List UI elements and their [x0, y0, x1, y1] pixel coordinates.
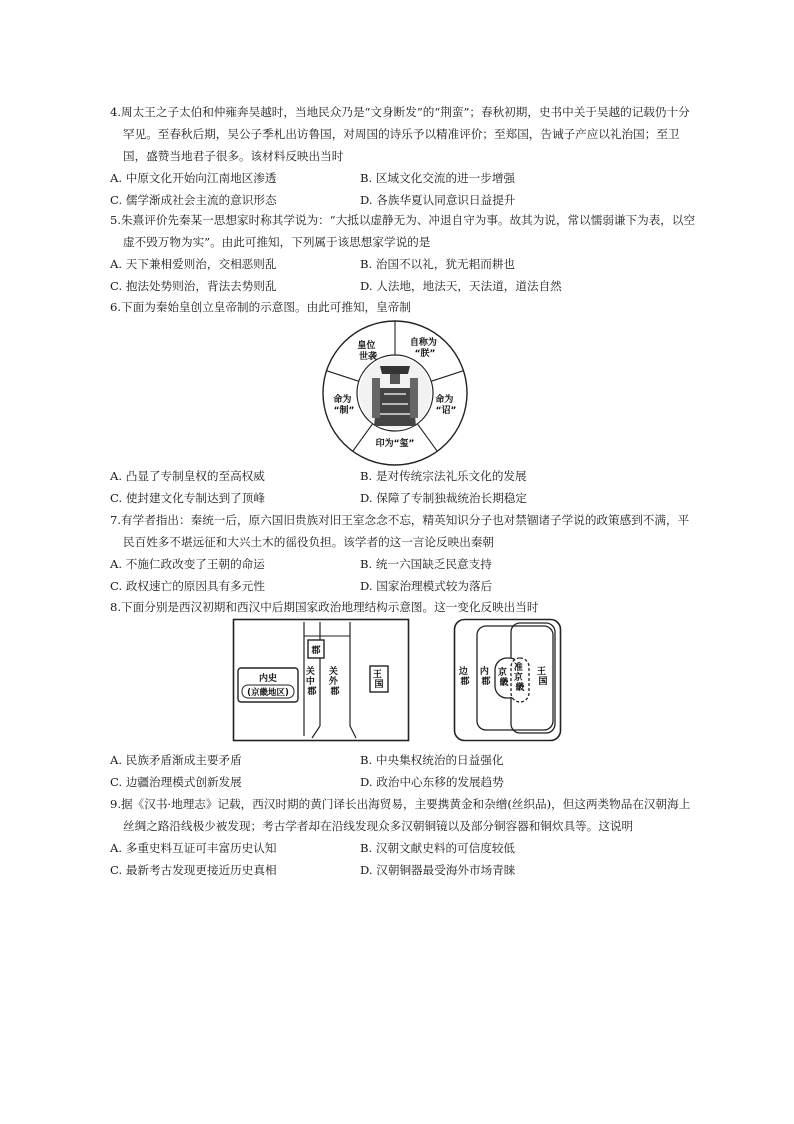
- segment-zhao: [434, 393, 456, 416]
- vertical-char: 关: [328, 667, 338, 677]
- question-stem: 6.下面为秦始皇创立皇帝制的示意图。由此可推知，皇帝制: [110, 300, 411, 314]
- vertical-char: 郡: [460, 677, 470, 687]
- option-list: [110, 749, 700, 793]
- option-d[interactable]: D. 汉朝铜器最受海外市场青睐: [360, 863, 516, 877]
- guanzhong-label: [306, 665, 318, 697]
- segment-zhi: [332, 393, 354, 416]
- option-a[interactable]: A. 民族矛盾渐成主要矛盾: [110, 753, 242, 767]
- vertical-char: 内: [479, 667, 489, 677]
- neijun-label: [480, 665, 492, 687]
- vertical-char: 京: [513, 673, 523, 683]
- option-c[interactable]: C. 边疆治理模式创新发展: [110, 775, 242, 789]
- vertical-char: 王: [536, 667, 546, 677]
- option-a[interactable]: A. 中原文化开始向江南地区渗透: [110, 171, 277, 185]
- option-d[interactable]: D. 人法地，地法天，天法道，道法自然: [360, 279, 562, 293]
- option-list: [110, 465, 700, 509]
- option-c[interactable]: C. 政权速亡的原因具有多元性: [110, 579, 265, 593]
- question-stem: 4.周太王之子太伯和仲雍奔吴越时，当地民众乃是“文身断发”的“荆蛮”；春秋初期，史书中关于吴越的记载仍十分罕见。至春秋后期，吴公子季札出访鲁国，对周国的诗乐予以精准评价；至郑国，告诫子产应以礼治国；至卫国，盛赞当地君子很多。该材料反映出当时: [110, 105, 690, 163]
- question-stem: 9.据《汉书·地理志》记载，西汉时期的黄门译长出海贸易，主要携黄金和杂缯(丝织品)，但这两类物品在汉朝海上丝绸之路沿线极少被发现；考古学者却在沿线发现众多汉朝铜镜以及部分铜容器和铜炊具等。这说明: [110, 797, 691, 833]
- option-d[interactable]: D. 政治中心东移的发展趋势: [360, 775, 504, 789]
- option-b[interactable]: B. 统一六国缺乏民意支持: [360, 557, 492, 571]
- vertical-char: 郡: [307, 687, 317, 697]
- zhunjingji-label: [514, 661, 526, 693]
- late-han-structure-diagram: [453, 618, 563, 742]
- question-stem: 7.有学者指出：秦统一后，原六国旧贵族对旧王室念念不忘，精英知识分子也对禁锢诸子学说的政策感到不满，平民百姓多不堪远征和大兴土木的徭役负担。该学者的这一言论反映出秦朝: [110, 513, 690, 549]
- neishi-label: 内史: [258, 674, 278, 684]
- vertical-char: 国: [374, 680, 384, 690]
- option-list: [110, 253, 700, 297]
- option-c[interactable]: C. 抱法处势则治，背法去势则乱: [110, 279, 277, 293]
- question-4: [110, 101, 700, 211]
- vertical-char: 边: [458, 667, 468, 677]
- question-8: [110, 596, 700, 618]
- segment-label: 皇位: [357, 341, 376, 351]
- segment-label: “诏”: [435, 406, 457, 416]
- vertical-char: 畿: [515, 683, 525, 693]
- option-list: [110, 837, 700, 881]
- question-6: [110, 296, 700, 318]
- segment-label: 自称为: [409, 338, 437, 348]
- jingji-label: [498, 666, 510, 688]
- option-b[interactable]: B. 治国不以礼，犹无耜而耕也: [360, 257, 516, 271]
- vertical-char: 郡: [330, 687, 340, 697]
- option-b[interactable]: B. 区域文化交流的进一步增强: [360, 171, 516, 185]
- emperor-system-diagram: [320, 318, 470, 468]
- option-c[interactable]: C. 使封建文化专制达到了顶峰: [110, 491, 265, 505]
- segment-label: 命为: [435, 395, 454, 405]
- vertical-char: 京: [497, 668, 507, 678]
- option-b[interactable]: B. 汉朝文献史料的可信度较低: [360, 841, 516, 855]
- segment-xi: 印为“玺”: [375, 439, 415, 449]
- segment-label: “制”: [333, 406, 355, 416]
- vertical-char: 中: [305, 677, 315, 687]
- segment-label: 世袭: [358, 352, 378, 362]
- option-b[interactable]: B. 是对传统宗法礼乐文化的发展: [360, 469, 527, 483]
- vertical-char: 郡: [481, 677, 491, 687]
- segment-hereditary: [357, 339, 378, 362]
- bianjun-label: [459, 665, 471, 687]
- option-list: [110, 553, 700, 597]
- question-6-options: [110, 465, 700, 509]
- option-a[interactable]: A. 不施仁政改变了王朝的命运: [110, 557, 265, 571]
- vertical-char: 王: [372, 670, 382, 680]
- option-d[interactable]: D. 国家治理模式较为落后: [360, 579, 493, 593]
- question-8-options: [110, 749, 700, 793]
- question-7: [110, 509, 700, 597]
- emperor-portrait-icon: [359, 357, 431, 429]
- wangguo-label: [537, 665, 549, 687]
- option-list: [110, 167, 700, 211]
- vertical-char: 准: [513, 663, 523, 673]
- question-9: [110, 793, 700, 881]
- question-stem: 8.下面分别是西汉初期和西汉中后期国家政治地理结构示意图。这一变化反映出当时: [110, 600, 539, 614]
- vertical-char: 外: [328, 677, 338, 687]
- guanwai-label: [329, 665, 341, 697]
- question-5: [110, 209, 700, 297]
- jun-tag: 郡: [311, 646, 321, 656]
- vertical-char: 畿: [499, 678, 509, 688]
- option-b[interactable]: B. 中央集权统治的日益强化: [360, 753, 504, 767]
- option-a[interactable]: A. 天下兼相爱则治，交相恶则乱: [110, 257, 277, 271]
- option-a[interactable]: A. 凸显了专制皇权的至高权威: [110, 469, 265, 483]
- segment-label: 命为: [333, 395, 352, 405]
- option-a[interactable]: A. 多重史料互证可丰富历史认知: [110, 841, 277, 855]
- question-stem: 5.朱熹评价先秦某一思想家时称其学说为：“大抵以虚静无为、冲退自守为事。故其为说，常以懦弱谦下为表，以空虚不毁万物为实”。由此可推知，下列属于该思想家学说的是: [110, 213, 696, 249]
- option-c[interactable]: C. 最新考古发现更接近历史真相: [110, 863, 277, 877]
- option-d[interactable]: D. 保障了专制独裁统治长期稳定: [360, 491, 527, 505]
- early-han-structure-diagram: [232, 618, 410, 742]
- option-c[interactable]: C. 儒学渐成社会主流的意识形态: [110, 193, 277, 207]
- vertical-char: 国: [538, 677, 548, 687]
- jingji-sub-label: (京畿地区): [247, 688, 289, 698]
- option-d[interactable]: D. 各族华夏认同意识日益提升: [360, 193, 516, 207]
- wangguo-label: [373, 668, 385, 690]
- vertical-char: 关: [305, 667, 315, 677]
- segment-label: “朕”: [414, 349, 436, 359]
